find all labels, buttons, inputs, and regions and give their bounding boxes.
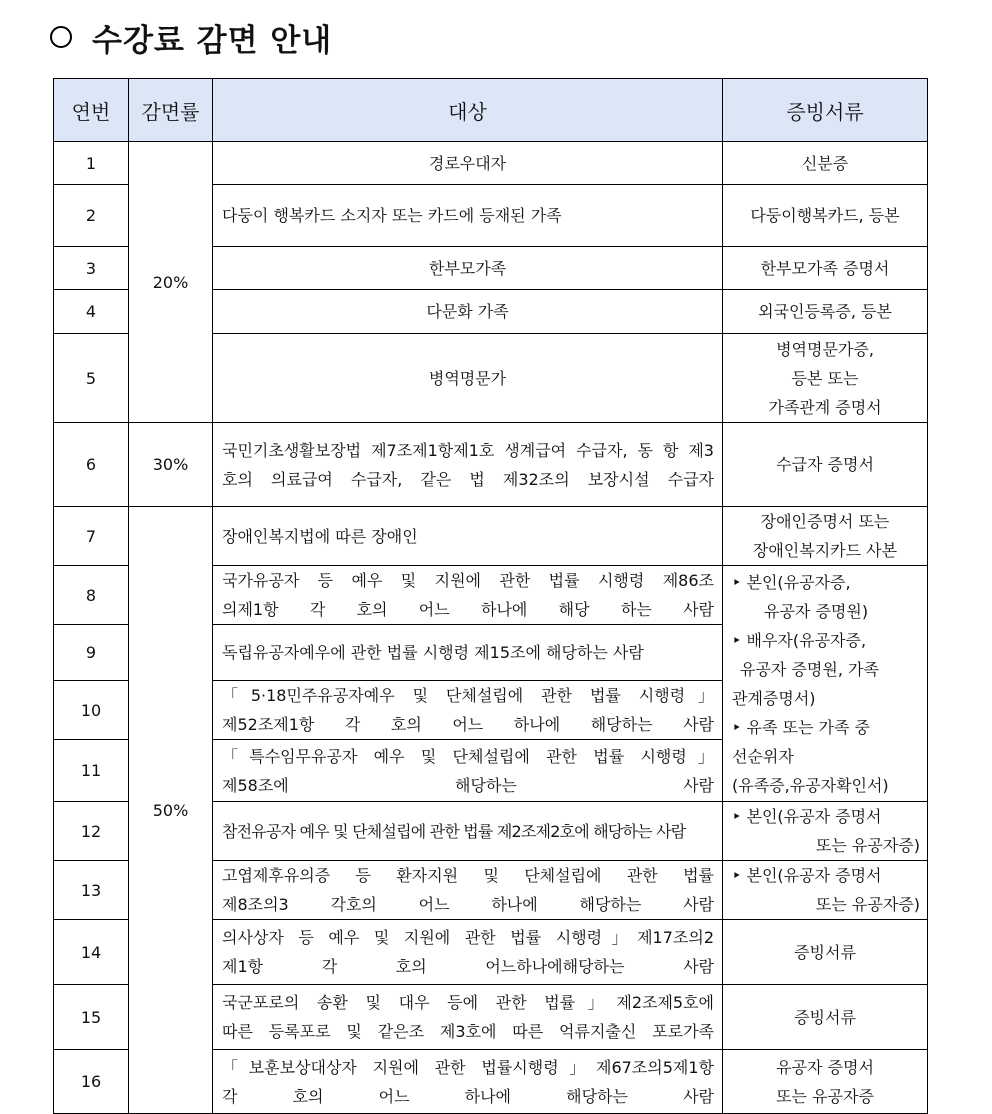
row-no: 3 xyxy=(54,247,129,290)
header-rate: 감면률 xyxy=(129,79,213,142)
table-row xyxy=(54,142,928,185)
circle-icon xyxy=(50,26,72,48)
header-target: 대상 xyxy=(213,79,723,142)
row-no: 4 xyxy=(54,290,129,334)
row-no: 2 xyxy=(54,185,129,247)
docs-cell: 장애인증명서 또는 장애인복지카드 사본 xyxy=(723,507,928,566)
docs-cell: 외국인등록증, 등본 xyxy=(723,290,928,334)
page-title-text: 수강료 감면 안내 xyxy=(92,22,333,59)
docs-cell-merged: ‣ 본인(유공자증, 유공자 증명원) ‣ 배우자(유공자증, 유공자 증명원, 가족 관계증명서) ‣ 유족 또는 가족 중 선순위자 (유족증,유공자확인서) xyxy=(723,566,928,802)
row-no: 13 xyxy=(54,861,129,920)
docs-cell: ‣ 본인(유공자 증명서 또는 유공자증) xyxy=(723,861,928,920)
row-no: 8 xyxy=(54,566,129,625)
row-no: 7 xyxy=(54,507,129,566)
row-no: 12 xyxy=(54,802,129,861)
target-cell: 국군포로의 송환 및 대우 등에 관한 법률」제2조제5호에 따른 등록포로 및 같은조 제3호에 따른 억류지출신 포로가족 xyxy=(213,985,723,1050)
target-cell: 다둥이 행복카드 소지자 또는 카드에 등재된 가족 xyxy=(213,185,723,247)
target-cell: 고엽제후유의증 등 환자지원 및 단체설립에 관한 법률 제8조의3 각호의 어느 하나에 해당하는 사람 xyxy=(213,861,723,920)
target-cell: 한부모가족 xyxy=(213,247,723,290)
docs-cell: 증빙서류 xyxy=(723,920,928,985)
row-no: 6 xyxy=(54,423,129,507)
row-no: 15 xyxy=(54,985,129,1050)
target-cell: 국가유공자 등 예우 및 지원에 관한 법률 시행령 제86조 의제1항 각 호의 어느 하나에 해당 하는 사람 xyxy=(213,566,723,625)
header-no: 연번 xyxy=(54,79,129,142)
docs-cell: 증빙서류 xyxy=(723,985,928,1050)
row-no: 9 xyxy=(54,625,129,681)
target-cell: 「5·18민주유공자예우 및 단체설립에 관한 법률 시행령」 제52조제1항 각 호의 어느 하나에 해당하는 사람 xyxy=(213,681,723,740)
row-no: 11 xyxy=(54,740,129,802)
target-cell: 장애인복지법에 따른 장애인 xyxy=(213,507,723,566)
discount-table xyxy=(53,78,928,1114)
table-row xyxy=(54,507,928,566)
docs-cell: 신분증 xyxy=(723,142,928,185)
docs-cell: 다둥이행복카드, 등본 xyxy=(723,185,928,247)
target-cell: 참전유공자 예우 및 단체설립에 관한 법률 제2조제2호에 해당하는 사람 xyxy=(213,802,723,861)
target-cell: 국민기초생활보장법 제7조제1항제1호 생계급여 수급자, 동 항 제3 호의 의료급여 수급자, 같은 법 제32조의 보장시설 수급자 xyxy=(213,423,723,507)
row-no: 5 xyxy=(54,334,129,423)
rate-cell: 50% xyxy=(129,507,213,1114)
row-no: 10 xyxy=(54,681,129,740)
row-no: 1 xyxy=(54,142,129,185)
docs-cell: 수급자 증명서 xyxy=(723,423,928,507)
docs-cell: 병역명문가증, 등본 또는 가족관계 증명서 xyxy=(723,334,928,423)
table-header-row xyxy=(54,79,928,142)
docs-cell: ‣ 본인(유공자 증명서 또는 유공자증) xyxy=(723,802,928,861)
rate-cell: 30% xyxy=(129,423,213,507)
row-no: 14 xyxy=(54,920,129,985)
target-cell: 병역명문가 xyxy=(213,334,723,423)
table-row xyxy=(54,423,928,507)
rate-cell: 20% xyxy=(129,142,213,423)
row-no: 16 xyxy=(54,1050,129,1114)
target-cell: 「보훈보상대상자 지원에 관한 법률시행령」제67조의5제1항 각 호의 어느 하나에 해당하는 사람 xyxy=(213,1050,723,1114)
target-cell: 경로우대자 xyxy=(213,142,723,185)
page-title xyxy=(50,14,332,60)
target-cell: 독립유공자예우에 관한 법률 시행령 제15조에 해당하는 사람 xyxy=(213,625,723,681)
docs-cell: 유공자 증명서 또는 유공자증 xyxy=(723,1050,928,1114)
target-cell: 다문화 가족 xyxy=(213,290,723,334)
docs-cell: 한부모가족 증명서 xyxy=(723,247,928,290)
target-cell: 의사상자 등 예우 및 지원에 관한 법률 시행령」제17조의2 제1항 각 호의 어느하나에해당하는 사람 xyxy=(213,920,723,985)
header-docs: 증빙서류 xyxy=(723,79,928,142)
target-cell: 「특수임무유공자 예우 및 단체설립에 관한 법률 시행령」 제58조에 해당하는 사람 xyxy=(213,740,723,802)
